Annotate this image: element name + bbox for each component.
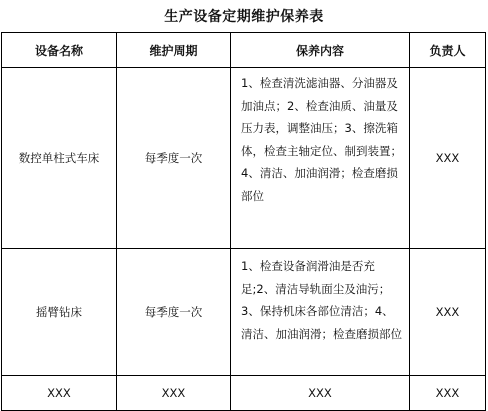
header-row <box>2 33 486 68</box>
table-row <box>2 68 486 249</box>
header-maintenance-content: 保养内容 <box>231 33 410 68</box>
cell-equipment-name: 摇臂钻床 <box>2 249 117 376</box>
cell-maintenance-cycle: 每季度一次 <box>117 249 231 376</box>
header-maintenance-cycle: 维护周期 <box>117 33 231 68</box>
table-row <box>2 376 486 411</box>
cell-maintenance-content: 1、检查设备润滑油是否充足;2、清洁导轨面尘及油污；3、保持机床各部位清洁；4、清洁、加油润滑；检查磨损部位 <box>231 249 410 376</box>
cell-maintenance-cycle: 每季度一次 <box>117 68 231 249</box>
cell-responsible-person: XXX <box>410 249 486 376</box>
cell-maintenance-content: 1、检查清洗滤油器、分油器及加油点；2、检查油质、油量及压力表，调整油压；3、擦洗箱体，检查主轴定位、制到装置；4、清洁、加油润滑；检查磨损部位 <box>231 68 410 249</box>
cell-responsible-person: XXX <box>410 68 486 249</box>
header-equipment-name: 设备名称 <box>2 33 117 68</box>
header-responsible-person: 负责人 <box>410 33 486 68</box>
cell-maintenance-content: XXX <box>231 376 410 411</box>
cell-equipment-name: XXX <box>2 376 117 411</box>
maintenance-table <box>1 32 486 411</box>
table-row <box>2 249 486 376</box>
cell-responsible-person: XXX <box>410 376 486 411</box>
page-title: 生产设备定期维护保养表 <box>164 9 324 25</box>
cell-maintenance-cycle: XXX <box>117 376 231 411</box>
cell-equipment-name: 数控单柱式车床 <box>2 68 117 249</box>
